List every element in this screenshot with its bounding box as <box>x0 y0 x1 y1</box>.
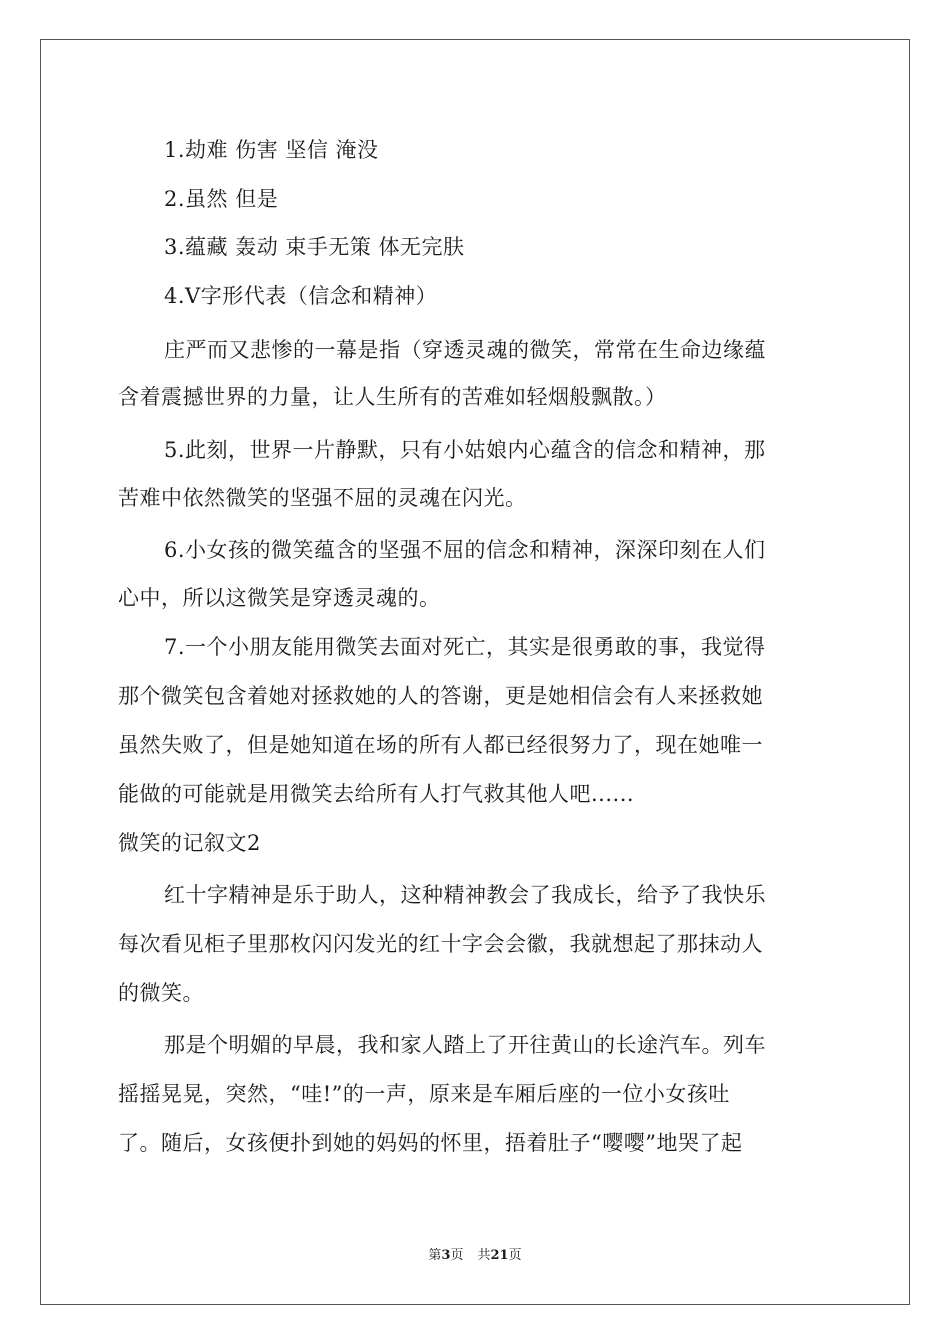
text-line: 5.此刻，世界一片静默，只有小姑娘内心蕴含的信念和精神，那 <box>164 438 766 462</box>
text-line: 摇摇晃晃，突然，“哇!”的一声，原来是车厢后座的一位小女孩吐 <box>118 1082 730 1106</box>
page-border <box>40 39 910 1305</box>
footer-total-pages: 21 <box>490 1248 509 1263</box>
footer-page-suffix: 页 <box>450 1248 464 1263</box>
text-line: 虽然失败了，但是她知道在场的所有人都已经很努力了，现在她唯一 <box>118 733 763 757</box>
text-line: 2.虽然 但是 <box>164 187 279 211</box>
text-line: 1.劫难 伤害 坚信 淹没 <box>164 138 379 162</box>
text-line: 能做的可能就是用微笑去给所有人打气救其他人吧...... <box>118 782 635 806</box>
footer-page-prefix: 第 <box>428 1248 442 1263</box>
text-line: 了。随后，女孩便扑到她的妈妈的怀里，捂着肚子“嘤嘤”地哭了起 <box>118 1131 743 1155</box>
text-line: 的微笑。 <box>118 981 204 1005</box>
footer-total-suffix: 页 <box>508 1248 522 1263</box>
text-line: 那是个明媚的早晨，我和家人踏上了开往黄山的长途汽车。列车 <box>164 1033 766 1057</box>
text-line: 6.小女孩的微笑蕴含的坚强不屈的信念和精神，深深印刻在人们 <box>164 538 766 562</box>
text-line: 红十字精神是乐于助人，这种精神教会了我成长，给予了我快乐 <box>164 883 766 907</box>
page-footer <box>0 1247 950 1265</box>
text-line: 那个微笑包含着她对拯救她的人的答谢，更是她相信会有人来拯救她 <box>118 684 763 708</box>
text-line: 4.V字形代表（信念和精神） <box>164 284 438 308</box>
text-line: 微笑的记叙文2 <box>118 831 261 855</box>
text-line: 含着震撼世界的力量，让人生所有的苦难如轻烟般飘散。） <box>118 385 667 409</box>
footer-total-prefix: 共 <box>477 1248 491 1263</box>
text-line: 3.蕴藏 轰动 束手无策 体无完肤 <box>164 235 465 259</box>
text-line: 苦难中依然微笑的坚强不屈的灵魂在闪光。 <box>118 486 527 510</box>
text-line: 心中，所以这微笑是穿透灵魂的。 <box>118 586 441 610</box>
text-line: 庄严而又悲惨的一幕是指（穿透灵魂的微笑，常常在生命边缘蕴 <box>164 338 766 362</box>
text-line: 7.一个小朋友能用微笑去面对死亡，其实是很勇敢的事，我觉得 <box>164 635 766 659</box>
text-line: 每次看见柜子里那枚闪闪发光的红十字会会徽，我就想起了那抹动人 <box>118 932 763 956</box>
footer-page-current: 3 <box>441 1248 451 1263</box>
